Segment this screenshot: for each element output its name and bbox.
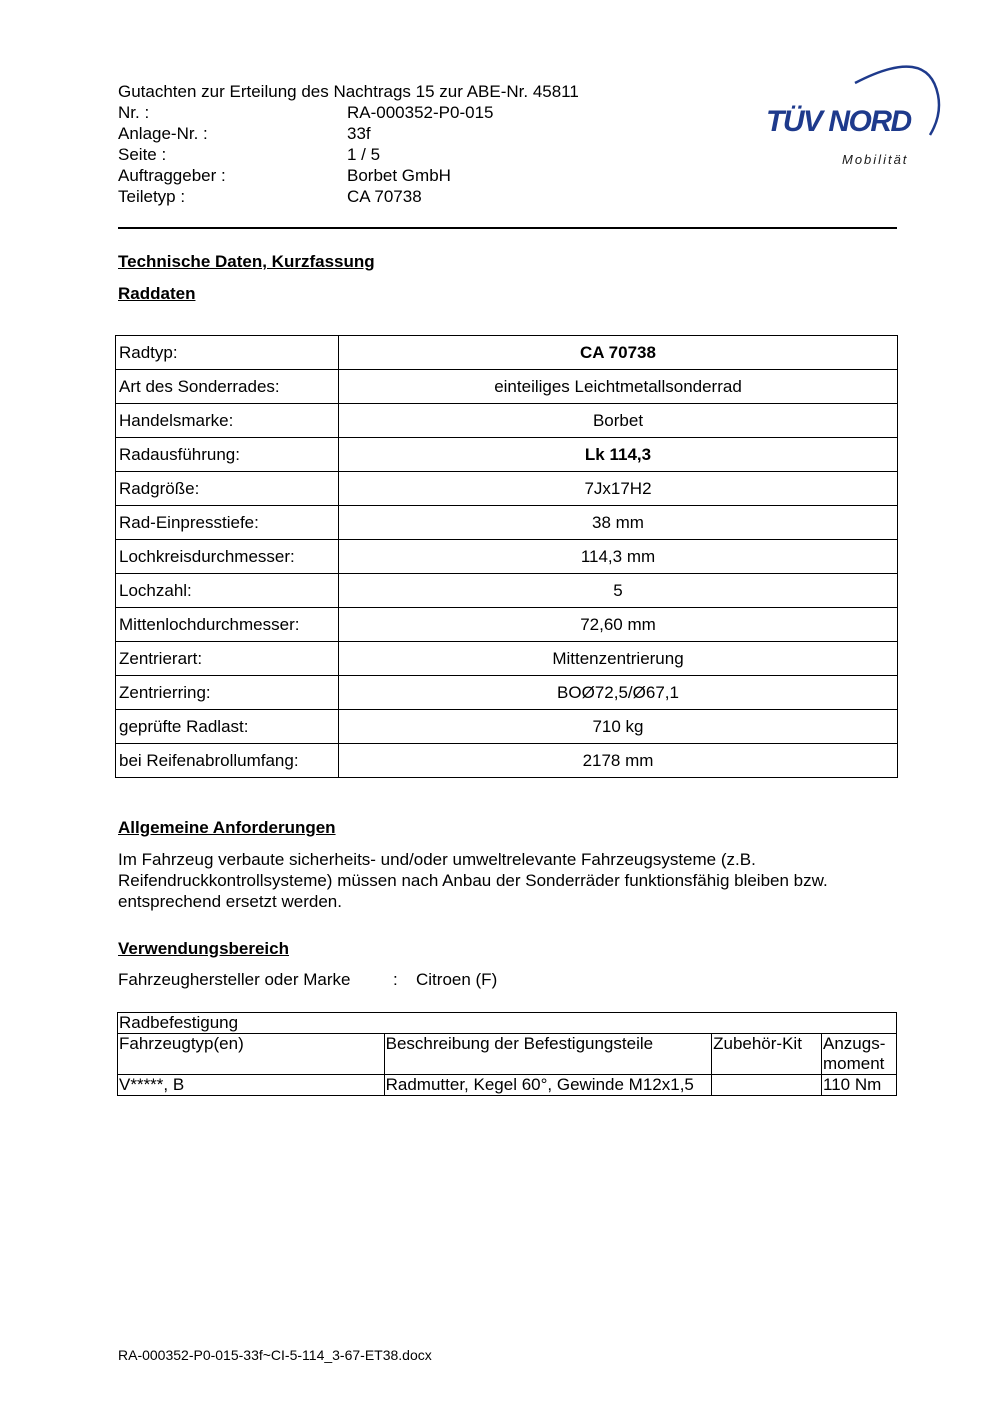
header-divider: [118, 227, 897, 229]
table-row: [116, 744, 898, 778]
row-label: Lochkreisdurchmesser:: [116, 540, 339, 574]
table-row: [116, 370, 898, 404]
row-value: CA 70738: [339, 336, 898, 370]
column-header: Beschreibung der Befestigungsteile: [384, 1034, 711, 1075]
manufacturer-value: Citroen (F): [416, 970, 498, 989]
row-label: Art des Sonderrades:: [116, 370, 339, 404]
table-row: [118, 1075, 897, 1096]
wheel-data-table: [115, 335, 898, 778]
manufacturer-separator: :: [393, 970, 398, 989]
row-label: Handelsmarke:: [116, 404, 339, 438]
header-row-seite: [118, 144, 579, 165]
row-value: 2178 mm: [339, 744, 898, 778]
header-label: Seite :: [118, 145, 167, 164]
table-row: [116, 404, 898, 438]
footer-filename: RA-000352-P0-015-33f~CI-5-114_3-67-ET38.docx: [118, 1347, 432, 1363]
row-value: 114,3 mm: [339, 540, 898, 574]
header-row-anlage: [118, 123, 579, 144]
header-label: Nr. :: [118, 103, 150, 122]
row-value: 7Jx17H2: [339, 472, 898, 506]
tuv-nord-logo: [760, 55, 950, 175]
row-value: einteiliges Leichtmetallsonderrad: [339, 370, 898, 404]
table-row: [116, 472, 898, 506]
logo-brand: TÜV NORD: [766, 105, 911, 138]
header-label: Auftraggeber :: [118, 166, 226, 185]
document-header: [118, 81, 579, 207]
table-row: [116, 540, 898, 574]
row-label: geprüfte Radlast:: [116, 710, 339, 744]
torque-cell: 110 Nm: [822, 1075, 897, 1096]
section-heading-usage: Verwendungsbereich: [118, 939, 289, 958]
row-label: Mittenlochdurchmesser:: [116, 608, 339, 642]
header-value: CA 70738: [347, 187, 422, 206]
manufacturer-label: Fahrzeughersteller oder Marke: [118, 970, 351, 989]
header-row-auftraggeber: [118, 165, 579, 186]
header-label: Anlage-Nr. :: [118, 124, 208, 143]
column-header: Anzugs-moment: [822, 1034, 897, 1075]
row-label: Zentrierart:: [116, 642, 339, 676]
row-label: bei Reifenabrollumfang:: [116, 744, 339, 778]
table-row: [116, 506, 898, 540]
row-value: Borbet: [339, 404, 898, 438]
row-label: Zentrierring:: [116, 676, 339, 710]
header-label: Teiletyp :: [118, 187, 186, 206]
section-heading-technical: Technische Daten, Kurzfassung: [118, 252, 375, 271]
general-requirements-text: Im Fahrzeug verbaute sicherheits- und/oder umweltrelevante Fahrzeugsysteme (z.B. Reifendruckkontrollsysteme) müssen nach Anbau der Sonderräder funktionsfähig bleiben bzw. entsprechend ersetzt werden.: [118, 850, 828, 911]
table-row: [116, 608, 898, 642]
table-row: [116, 710, 898, 744]
row-label: Rad-Einpresstiefe:: [116, 506, 339, 540]
row-label: Radtyp:: [116, 336, 339, 370]
logo-subtitle: Mobilität: [842, 152, 909, 167]
table-row: [116, 642, 898, 676]
header-value: 33f: [347, 124, 371, 143]
header-value: Borbet GmbH: [347, 166, 451, 185]
column-header: Fahrzeugtyp(en): [118, 1034, 385, 1075]
table-row: [116, 676, 898, 710]
row-label: Lochzahl:: [116, 574, 339, 608]
row-value: 710 kg: [339, 710, 898, 744]
vehicle-manufacturer-line: [118, 970, 497, 990]
table-title-row: [118, 1013, 897, 1034]
row-value: 5: [339, 574, 898, 608]
table-row: [116, 336, 898, 370]
row-value: Mittenzentrierung: [339, 642, 898, 676]
fastener-description-cell: Radmutter, Kegel 60°, Gewinde M12x1,5: [384, 1075, 711, 1096]
vehicle-type-cell: V*****, B: [118, 1075, 385, 1096]
header-value: RA-000352-P0-015: [347, 103, 494, 122]
table-row: [116, 574, 898, 608]
table-row: [116, 438, 898, 472]
header-value: 1 / 5: [347, 145, 381, 164]
accessory-kit-cell: [712, 1075, 822, 1096]
row-label: Radausführung:: [116, 438, 339, 472]
column-header: Zubehör-Kit: [712, 1034, 822, 1075]
mounting-title: Radbefestigung: [118, 1013, 897, 1034]
section-heading-wheel: Raddaten: [118, 284, 196, 303]
table-header-row: [118, 1034, 897, 1075]
section-heading-general: Allgemeine Anforderungen: [118, 818, 336, 837]
row-value: BOØ72,5/Ø67,1: [339, 676, 898, 710]
header-row-teiletyp: [118, 186, 579, 207]
mounting-table: [117, 1012, 897, 1096]
header-row-nr: [118, 102, 579, 123]
document-title: Gutachten zur Erteilung des Nachtrags 15 zur ABE-Nr. 45811: [118, 82, 579, 101]
row-value: 38 mm: [339, 506, 898, 540]
row-value: Lk 114,3: [339, 438, 898, 472]
row-value: 72,60 mm: [339, 608, 898, 642]
row-label: Radgröße:: [116, 472, 339, 506]
